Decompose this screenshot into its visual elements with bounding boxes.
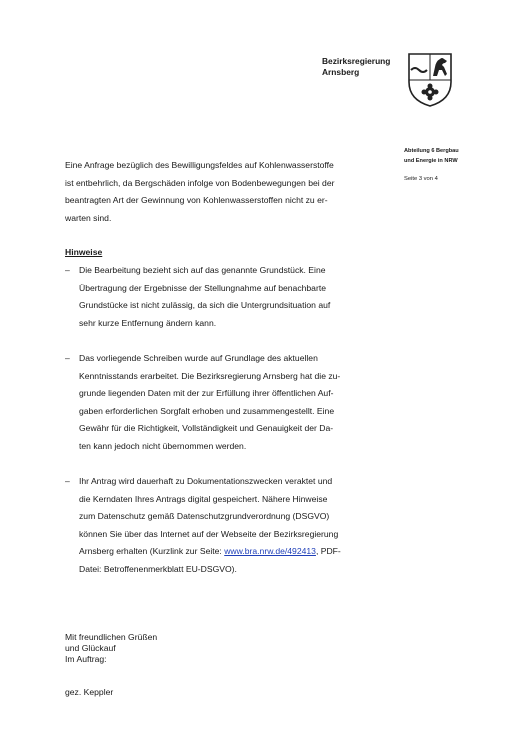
text-line: sehr kurze Entfernung ändern kann. [79,317,217,328]
text-line: Eine Anfrage bezüglich des Bewilligungsfeldes auf Kohlenwasserstoffe [65,160,334,170]
text-line [79,543,390,561]
text-line: Übertragung der Ergebnisse der Stellungnahme auf benachbarte [79,282,326,293]
text-line: Gewähr für die Richtigkeit, Vollständigkeit und Genauigkeit der Da- [79,423,334,434]
department-line: Abteilung 6 Bergbau [404,148,459,154]
note-item [65,262,390,332]
list-dash: – [65,352,70,363]
text-line: warten sind. [65,212,112,223]
dsgvo-shortlink[interactable]: www.bra.nrw.de/492413 [224,546,316,557]
sender-organization [322,56,390,77]
letter-body [65,157,390,579]
list-dash: – [65,264,70,275]
nrw-coat-of-arms-icon [406,52,454,108]
list-dash: – [65,476,70,487]
closing-line: und Glückauf [65,643,116,653]
page-number: Seite 3 von 4 [404,176,438,182]
closing-block [65,632,157,665]
note-item [65,350,390,456]
org-line: Bezirksregierung [322,56,391,66]
text-line: zum Datenschutz gemäß Datenschutzgrundverordnung (DSGVO) [79,511,330,522]
text-line: ist entbehrlich, da Bergschäden infolge von Bodenbewegungen bei der [65,177,335,188]
department [404,146,514,166]
org-line: Arnsberg [322,66,360,77]
department-line: und Energie in NRW [404,158,458,164]
intro-paragraph [65,157,390,227]
text-fragment: Arnsberg erhalten (Kurzlink zur Seite: [79,546,225,557]
closing-line: Im Auftrag: [65,654,107,664]
text-line: Grundstücke ist nicht zulässig, da sich die Untergrundsituation auf [79,300,331,311]
closing-line: Mit freundlichen Grüßen [65,632,158,642]
text-line: können Sie über das Internet auf der Webseite der Bezirksregierung [79,528,339,539]
text-line: Die Bearbeitung bezieht sich auf das genannte Grundstück. Eine [79,264,326,275]
notes-heading: Hinweise [65,247,103,258]
text-line: Datei: Betroffenenmerkblatt EU-DSGVO). [79,564,237,575]
text-line: Kenntnisstands erarbeitet. Die Bezirksregierung Arnsberg hat die zu- [79,370,341,381]
text-line: Das vorliegende Schreiben wurde auf Grundlage des aktuellen [79,352,318,363]
note-item [65,473,390,579]
text-line: ten kann jedoch nicht übernommen werden. [79,440,247,451]
text-line: die Kerndaten Ihres Antrags digital gespeichert. Nähere Hinweise [79,493,328,504]
text-fragment: , PDF- [315,546,341,557]
text-line: gaben erforderlichen Sorgfalt erhoben und zusammengestellt. Eine [79,405,335,416]
text-line: grunde liegenden Daten mit der zur Erfüllung ihrer öffentlichen Auf- [79,388,334,399]
signature: gez. Keppler [65,687,114,697]
text-line: beantragten Art der Gewinnung von Kohlenwasserstoffen nicht zu er- [65,195,328,206]
text-line: Ihr Antrag wird dauerhaft zu Dokumentationszwecken veraktet und [79,476,333,487]
